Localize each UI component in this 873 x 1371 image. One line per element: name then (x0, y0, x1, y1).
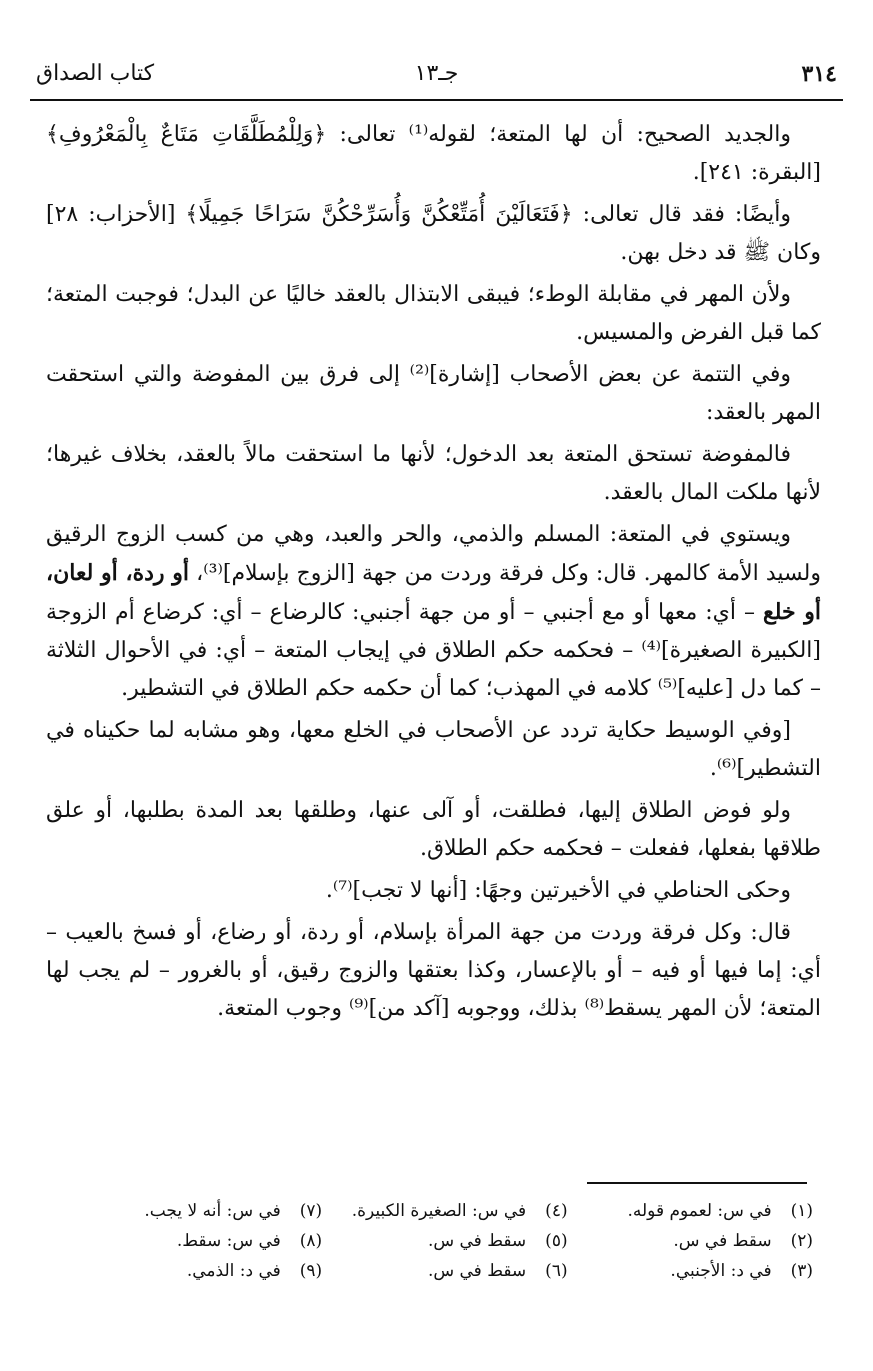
footnote-number: (٧) (299, 1201, 323, 1221)
footnote-text: سقط في س. (427, 1231, 527, 1251)
footnote-number: (٦) (545, 1261, 568, 1281)
footnote-text: في س: أنه لا يجب. (144, 1201, 281, 1221)
paragraph-6-bold: أو ردة، أو لعان، أو خلع (46, 560, 821, 625)
footnote-text: في س: سقط. (176, 1231, 281, 1251)
footnote-text: في س: لعموم قوله. (627, 1201, 772, 1221)
footnote-6 (322, 1256, 567, 1286)
paragraph-3: ولأن المهر في مقابلة الوطء؛ فيبقى الابتذال بالعقد خاليًا عن البدل؛ فوجبت المتعة؛ كما قبل الفرض والمسيس. (46, 282, 821, 345)
footnote-number: (٣) (790, 1261, 813, 1281)
footnote-7 (77, 1196, 322, 1226)
footnote-9 (77, 1256, 322, 1286)
paragraph-6-part-a: ويستوي في المتعة: المسلم والذمي، والحر والعبد، وهي من كسب الزوج الرقيق ولسيد الأمة كالمهر. قال: وكل فرقة وردت من جهة [الزوج بإسلام]⁽³⁾، (46, 522, 821, 586)
paragraph-1: والجديد الصحيح: أن لها المتعة؛ لقوله⁽¹⁾ تعالى: ﴿وَلِلْمُطَلَّقَاتِ مَتَاعٌ بِالْمَعْرُوفِ﴾ [البقرة: ٢٤١]. (46, 122, 821, 185)
paragraph-5: فالمفوضة تستحق المتعة بعد الدخول؛ لأنها ما استحقت مالاً بالعقد، بخلاف غيرها؛ لأنها ملكت المال بالعقد. (46, 442, 821, 505)
main-text (46, 116, 821, 1032)
footnote-number: (٩) (299, 1261, 323, 1281)
footnote-4 (322, 1196, 567, 1226)
footnote-divider (587, 1182, 807, 1184)
footnote-number: (١) (790, 1201, 813, 1221)
paragraph-9: وحكى الحناطي في الأخيرتين وجهًا: [أنها لا تجب]⁽⁷⁾. (325, 878, 791, 903)
footnote-number: (٨) (299, 1231, 323, 1251)
paragraph-7: [وفي الوسيط حكاية تردد عن الأصحاب في الخلع معها، وهو مشابه لما حكيناه في التشطير]⁽⁶⁾. (46, 718, 821, 781)
footnote-number: (٢) (790, 1231, 813, 1251)
footnote-row (76, 1196, 813, 1226)
paragraph-4: وفي التتمة عن بعض الأصحاب [إشارة]⁽²⁾ إلى فرق بين المفوضة والتي استحقت المهر بالعقد: (46, 362, 821, 425)
book-title: كتاب الصداق (36, 61, 155, 86)
paragraph-8: ولو فوض الطلاق إليها، فطلقت، أو آلى عنها، وطلقها بعد المدة بطلبها، أو علق طلاقها بفعلها، ففعلت – فحكمه حكم الطلاق. (46, 798, 821, 861)
volume-label: جـ١٣ (414, 61, 459, 86)
footnote-text: في د: الأجنبي. (670, 1261, 772, 1281)
footnote-text: سقط في س. (427, 1261, 527, 1281)
footnote-text: سقط في س. (673, 1231, 772, 1251)
page-header (36, 54, 837, 94)
footnote-1 (568, 1196, 813, 1226)
footnote-row (76, 1226, 813, 1256)
footnote-8 (77, 1226, 322, 1256)
paragraph-10: قال: وكل فرقة وردت من جهة المرأة بإسلام، أو ردة، أو رضاع، أو فسخ بالعيب – أي: إما فيها أو فيه – أو بالإعسار، وكذا بعتقها والزوج رقيق، أو بالغرور – لم يجب لها المتعة؛ لأن المهر يسقط⁽⁸⁾ بذلك، ووجوبه [آكد من]⁽⁹⁾ وجوب المتعة. (46, 920, 821, 1021)
footnote-text: في د: الذمي. (186, 1261, 281, 1281)
page-number: ٣١٤ (801, 61, 837, 87)
header-divider (30, 99, 843, 101)
footnote-3 (568, 1256, 813, 1286)
footnote-row (76, 1256, 813, 1286)
footnote-2 (568, 1226, 813, 1256)
footnotes (76, 1196, 813, 1286)
paragraph-6-part-c: – أي: معها أو مع أجنبي – أو من جهة أجنبي: كالرضاع – أي: كرضاع أم الزوجة [الكبيرة الصغيرة]⁽⁴⁾ – فحكمه حكم الطلاق في إيجاب المتعة – أي: في الأحوال الثلاثة – كما دل [عليه]⁽⁵⁾ كلامه في المهذب؛ كما أن حكمه حكم الطلاق في التشطير. (46, 600, 821, 701)
footnote-number: (٥) (545, 1231, 568, 1251)
paragraph-2: وأيضًا: فقد قال تعالى: ﴿فَتَعَالَيْنَ أُمَتِّعْكُنَّ وَأُسَرِّحْكُنَّ سَرَاحًا جَمِيلًا﴾ [الأحزاب: ٢٨] وكان ﷺ قد دخل بهن. (46, 202, 821, 265)
footnote-5 (322, 1226, 567, 1256)
footnote-number: (٤) (545, 1201, 568, 1221)
paragraph-6 (46, 516, 821, 708)
footnote-text: في س: الصغيرة الكبيرة. (351, 1201, 527, 1221)
